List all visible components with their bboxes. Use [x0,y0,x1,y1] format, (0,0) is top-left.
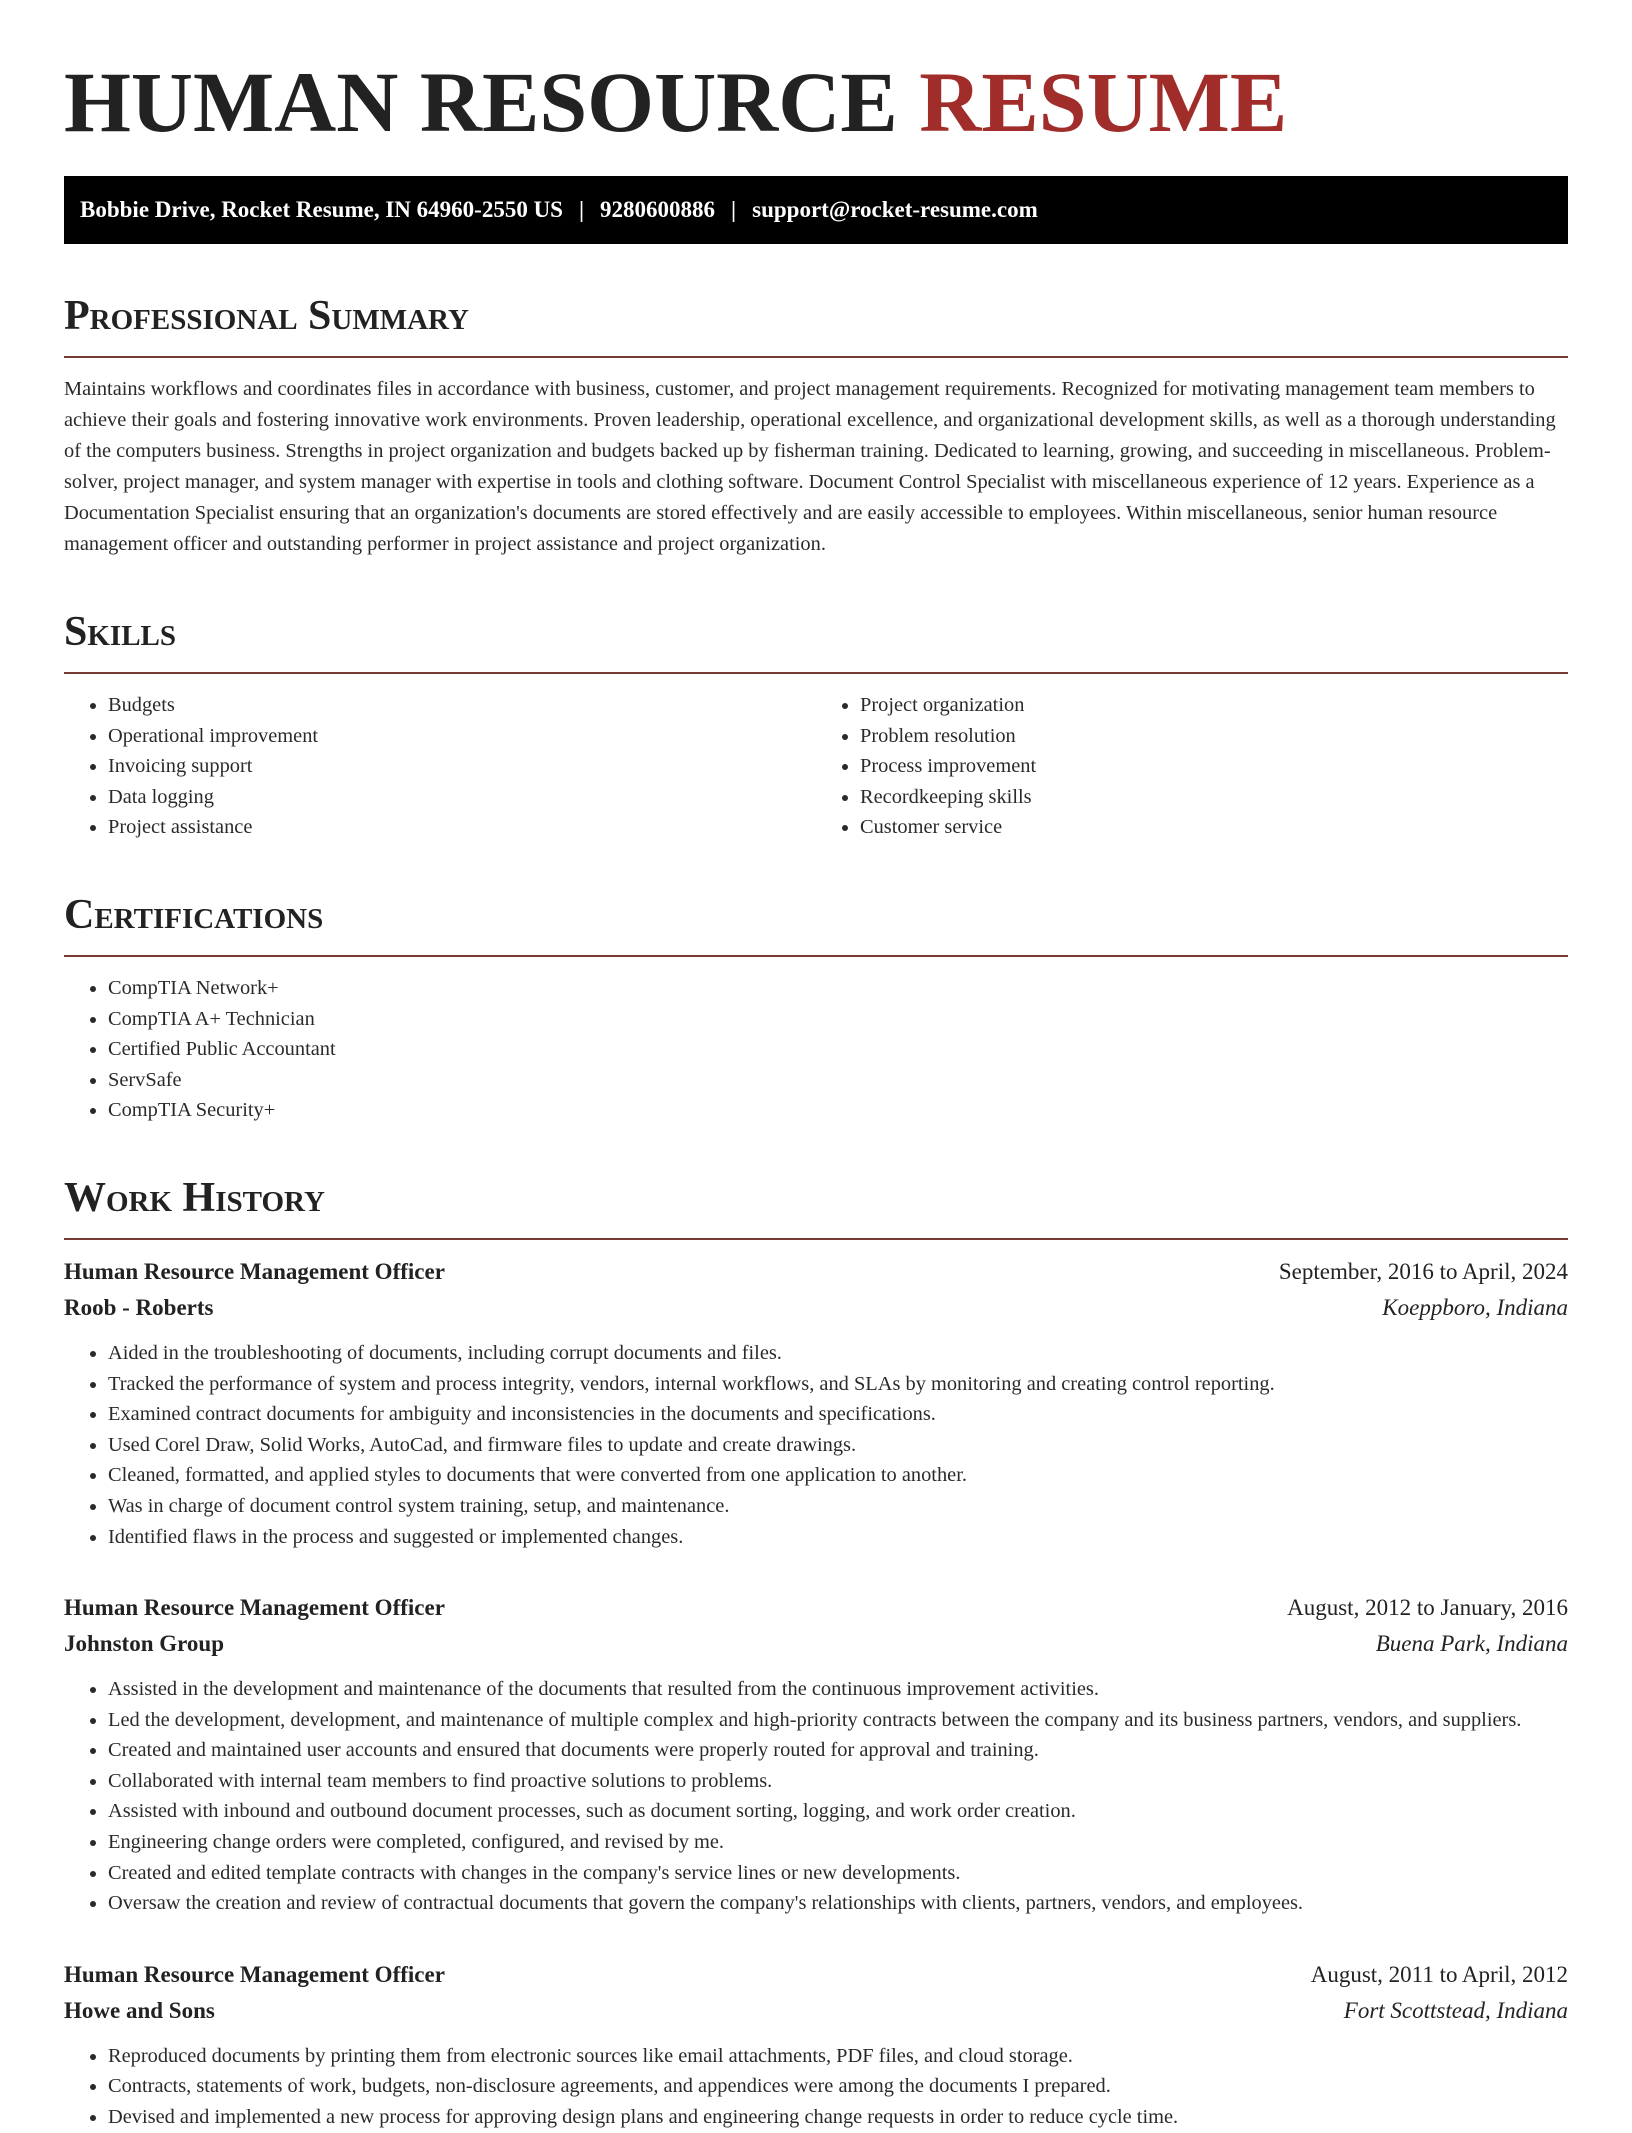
certifications-list [64,973,1568,1126]
skills-list-left [64,690,816,843]
job-company-row [64,1290,1568,1326]
job-entry [64,1957,1568,2133]
certification-item: • ServSafe [108,1065,1568,1096]
certification-item: • CompTIA A+ Technician [108,1004,1568,1035]
work-history-heading: Work History [64,1172,1568,1240]
skills-list-right [816,690,1568,843]
skill-item: • Problem resolution [860,721,1568,752]
job-title: Human Resource Management Officer [64,1961,445,1987]
job-location: Koeppboro, Indiana [1382,1294,1568,1320]
job-bullet: • Contracts, statements of work, budgets, non-disclosure agreements, and appendices were among the documents I prepared. [108,2071,1568,2102]
contact-separator: | [578,197,585,222]
job-company-row [64,1993,1568,2029]
skill-item: • Process improvement [860,751,1568,782]
skill-item: • Project assistance [108,812,816,843]
job-bullet: • Assisted in the development and maintenance of the documents that resulted from the continuous improvement activities. [108,1674,1568,1705]
skills-grid [64,690,1568,843]
skill-item: • Recordkeeping skills [860,782,1568,813]
job-bullet: • Was in charge of document control system training, setup, and maintenance. [108,1491,1568,1522]
job-company: Johnston Group [64,1631,225,1657]
job-bullet: • Created and maintained user accounts and ensured that documents were properly routed for approval and training. [108,1735,1568,1766]
job-location: Buena Park, Indiana [1375,1631,1568,1657]
job-company: Roob - Roberts [64,1294,214,1320]
certification-item: • CompTIA Security+ [108,1095,1568,1126]
resume-title-accent: RESUME [919,54,1288,150]
job-bullet: • Identified flaws in the process and suggested or implemented changes. [108,1522,1568,1553]
job-bullet: • Created and edited template contracts with changes in the company's service lines or new developments. [108,1858,1568,1889]
certification-item: • CompTIA Network+ [108,973,1568,1004]
job-title: Human Resource Management Officer [64,1595,445,1621]
resume-title [64,52,1568,152]
job-company-row [64,1626,1568,1662]
job-bullets [64,1338,1568,1552]
job-bullet: • Collaborated with internal team members to find proactive solutions to problems. [108,1766,1568,1797]
skill-item: • Budgets [108,690,816,721]
contact-address: Bobbie Drive, Rocket Resume, IN 64960-2550 US [80,197,563,222]
job-header-row [64,1590,1568,1626]
resume-title-main: HUMAN RESOURCE [64,54,898,150]
job-bullet: • Oversaw the creation and review of contractual documents that govern the company's relationships with clients, partners, vendors, and employees. [108,1888,1568,1919]
skill-item: • Data logging [108,782,816,813]
job-bullets [64,2041,1568,2133]
contact-phone: 9280600886 [600,197,716,222]
summary-text: Maintains workflows and coordinates files in accordance with business, customer, and project management requirements. Recognized for motivating management team members to achieve their goals and fostering innovative work environments. Proven leadership, operational excellence, and organizational development skills, as well as a thorough understanding of the computers business. Strengths in project organization and budgets backed up by fisherman training. Dedicated to learning, growing, and succeeding in miscellaneous. Problem-solver, project manager, and system manager with expertise in tools and clothing software. Document Control Specialist with miscellaneous experience of 12 years. Experience as a Documentation Specialist ensuring that an organization's documents are stored effectively and are easily accessible to employees. Within miscellaneous, senior human resource management officer and outstanding performer in project assistance and project organization. [64,378,1556,555]
job-location: Fort Scottstead, Indiana [1343,1997,1568,2023]
certifications-heading: Certifications [64,889,1568,957]
skill-item: • Operational improvement [108,721,816,752]
job-bullet: • Examined contract documents for ambiguity and inconsistencies in the documents and specifications. [108,1399,1568,1430]
job-bullets [64,1674,1568,1919]
job-bullet: • Aided in the troubleshooting of documents, including corrupt documents and files. [108,1338,1568,1369]
certification-item: • Certified Public Accountant [108,1034,1568,1065]
skills-heading: Skills [64,606,1568,674]
job-dates: September, 2016 to April, 2024 [1278,1258,1568,1284]
contact-separator: | [731,197,737,222]
job-bullet: • Cleaned, formatted, and applied styles to documents that were converted from one application to another. [108,1460,1568,1491]
job-title: Human Resource Management Officer [64,1258,445,1284]
job-entry [64,1254,1568,1552]
summary-heading: Professional Summary [64,290,1568,358]
job-header-row [64,1254,1568,1290]
job-bullet: • Tracked the performance of system and process integrity, vendors, internal workflows, and SLAs by monitoring and creating control reporting. [108,1369,1568,1400]
contact-email[interactable]: support@rocket-resume.com [752,197,1038,222]
job-bullet: • Used Corel Draw, Solid Works, AutoCad, and firmware files to update and create drawings. [108,1430,1568,1461]
job-dates: August, 2012 to January, 2016 [1287,1595,1568,1621]
job-bullet: • Led the development, development, and maintenance of multiple complex and high-priority contracts between the company and its business partners, vendors, and suppliers. [108,1705,1568,1736]
job-bullet: • Reproduced documents by printing them from electronic sources like email attachments, PDF files, and cloud storage. [108,2041,1568,2072]
job-company: Howe and Sons [64,1997,215,2023]
job-bullet: • Engineering change orders were completed, configured, and revised by me. [108,1827,1568,1858]
job-header-row [64,1957,1568,1993]
skill-item: • Project organization [860,690,1568,721]
job-bullet: • Assisted with inbound and outbound document processes, such as document sorting, logging, and work order creation. [108,1796,1568,1827]
job-bullet: • Devised and implemented a new process for approving design plans and engineering change requests in order to reduce cycle time. [108,2102,1568,2133]
job-dates: August, 2011 to April, 2012 [1310,1961,1568,1987]
contact-bar [64,176,1568,244]
skill-item: • Customer service [860,812,1568,843]
skill-item: • Invoicing support [108,751,816,782]
job-entry [64,1590,1568,1919]
